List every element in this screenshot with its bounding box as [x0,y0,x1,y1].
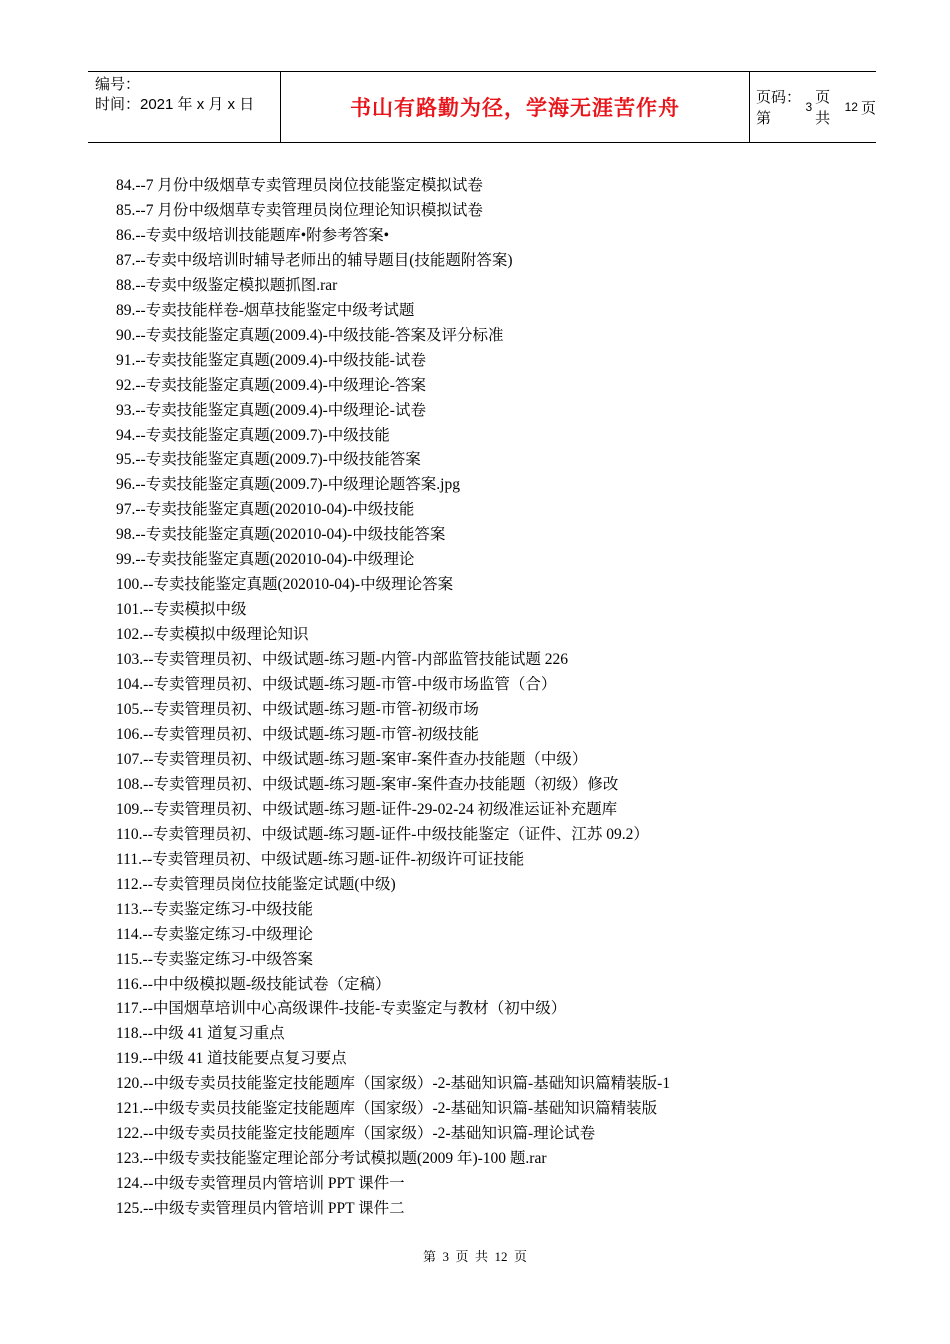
list-item: 111.--专卖管理员初、中级试题-练习题-证件-初级许可证技能 [116,850,525,868]
list-item: 125.--中级专卖管理员内管培训 PPT 课件二 [116,1200,405,1218]
header-motto: 书山有路勤为径，学海无涯苦作舟 [350,96,680,120]
document-time: 时间：2021 年 x 月 x 日 [95,96,255,113]
list-item: 90.--专卖技能鉴定真题(2009.4)-中级技能-答案及评分标准 [116,326,504,344]
header-meta [88,72,281,142]
list-item: 98.--专卖技能鉴定真题(202010-04)-中级技能答案 [116,526,446,544]
list-item: 106.--专卖管理员初、中级试题-练习题-市管-初级技能 [116,725,479,743]
list-item: 113.--专卖鉴定练习-中级技能 [116,900,314,918]
list-item: 84.--7 月份中级烟草专卖管理员岗位技能鉴定模拟试卷 [116,177,483,194]
page-header [88,71,876,143]
footer-page-text: 第 3 页 共 12 页 [422,1249,527,1264]
list-item: 89.--专卖技能样卷-烟草技能鉴定中级考试题 [116,301,415,319]
list-item: 122.--中级专卖员技能鉴定技能题库（国家级）-2-基础知识篇-理论试卷 [116,1125,596,1143]
list-item: 112.--专卖管理员岗位技能鉴定试题(中级) [116,875,396,893]
list-item: 86.--专卖中级培训技能题库•附参考答案• [116,226,390,244]
list-item: 93.--专卖技能鉴定真题(2009.4)-中级理论-试卷 [116,401,426,419]
list-item: 123.--中级专卖技能鉴定理论部分考试模拟题(2009 年)-100 题.rar [116,1150,547,1168]
list-item: 107.--专卖管理员初、中级试题-练习题-案审-案件查办技能题（中级） [116,750,588,768]
list-item: 110.--专卖管理员初、中级试题-练习题-证件-中级技能鉴定（证件、江苏 09.2） [116,825,649,843]
header-page-number [750,72,876,142]
page-footer [0,1246,950,1265]
list-item: 92.--专卖技能鉴定真题(2009.4)-中级理论-答案 [116,376,426,394]
list-item: 116.--中中级模拟题-级技能试卷（定稿） [116,975,391,993]
list-item: 97.--专卖技能鉴定真题(202010-04)-中级技能 [116,501,415,519]
list-item: 105.--专卖管理员初、中级试题-练习题-市管-初级市场 [116,701,479,719]
list-item: 104.--专卖管理员初、中级试题-练习题-市管-中级市场监管（合） [116,676,557,694]
list-item: 100.--专卖技能鉴定真题(202010-04)-中级理论答案 [116,576,454,594]
list-item: 102.--专卖模拟中级理论知识 [116,626,309,644]
list-item: 121.--中级专卖员技能鉴定技能题库（国家级）-2-基础知识篇-基础知识篇精装版 [116,1100,658,1118]
page-suffix: 页 [860,99,876,117]
list-item: 118.--中级 41 道复习重点 [116,1025,285,1043]
list-item: 109.--专卖管理员初、中级试题-练习题-证件-29-02-24 初级准运证补充题库 [116,800,618,818]
list-item: 99.--专卖技能鉴定真题(202010-04)-中级理论 [116,551,415,569]
list-item: 117.--中国烟草培训中心高级课件-技能-专卖鉴定与教材（初中级） [116,1000,567,1018]
list-item: 87.--专卖中级培训时辅导老师出的辅导题目(技能题附答案) [116,251,513,269]
document-list [116,174,670,1222]
list-item: 96.--专卖技能鉴定真题(2009.7)-中级理论题答案.jpg [116,476,460,494]
list-item: 101.--专卖模拟中级 [116,601,247,619]
list-item: 114.--专卖鉴定练习-中级理论 [116,925,314,943]
list-item: 108.--专卖管理员初、中级试题-练习题-案审-案件查办技能题（初级）修改 [116,775,619,793]
page-current: 3 [805,100,813,114]
header-motto-cell [281,72,750,142]
list-item: 85.--7 月份中级烟草专卖管理员岗位理论知识模拟试卷 [116,201,483,219]
list-item: 103.--专卖管理员初、中级试题-练习题-内管-内部监管技能试题 226 [116,651,569,669]
list-item: 120.--中级专卖员技能鉴定技能题库（国家级）-2-基础知识篇-基础知识篇精装版-1 [116,1075,671,1093]
list-item: 88.--专卖中级鉴定模拟题抓图.rar [116,276,338,294]
list-item: 115.--专卖鉴定练习-中级答案 [116,950,314,968]
page-total: 12 [844,100,858,114]
page-mid: 页 共 [815,89,831,127]
list-item: 94.--专卖技能鉴定真题(2009.7)-中级技能 [116,426,390,444]
document-number-label: 编号： [95,76,141,93]
list-item: 91.--专卖技能鉴定真题(2009.4)-中级技能-试卷 [116,351,426,369]
page-prefix: 页码：第 [756,89,802,127]
list-item: 124.--中级专卖管理员内管培训 PPT 课件一 [116,1175,405,1193]
list-item: 95.--专卖技能鉴定真题(2009.7)-中级技能答案 [116,451,421,469]
list-item: 119.--中级 41 道技能要点复习要点 [116,1050,347,1068]
